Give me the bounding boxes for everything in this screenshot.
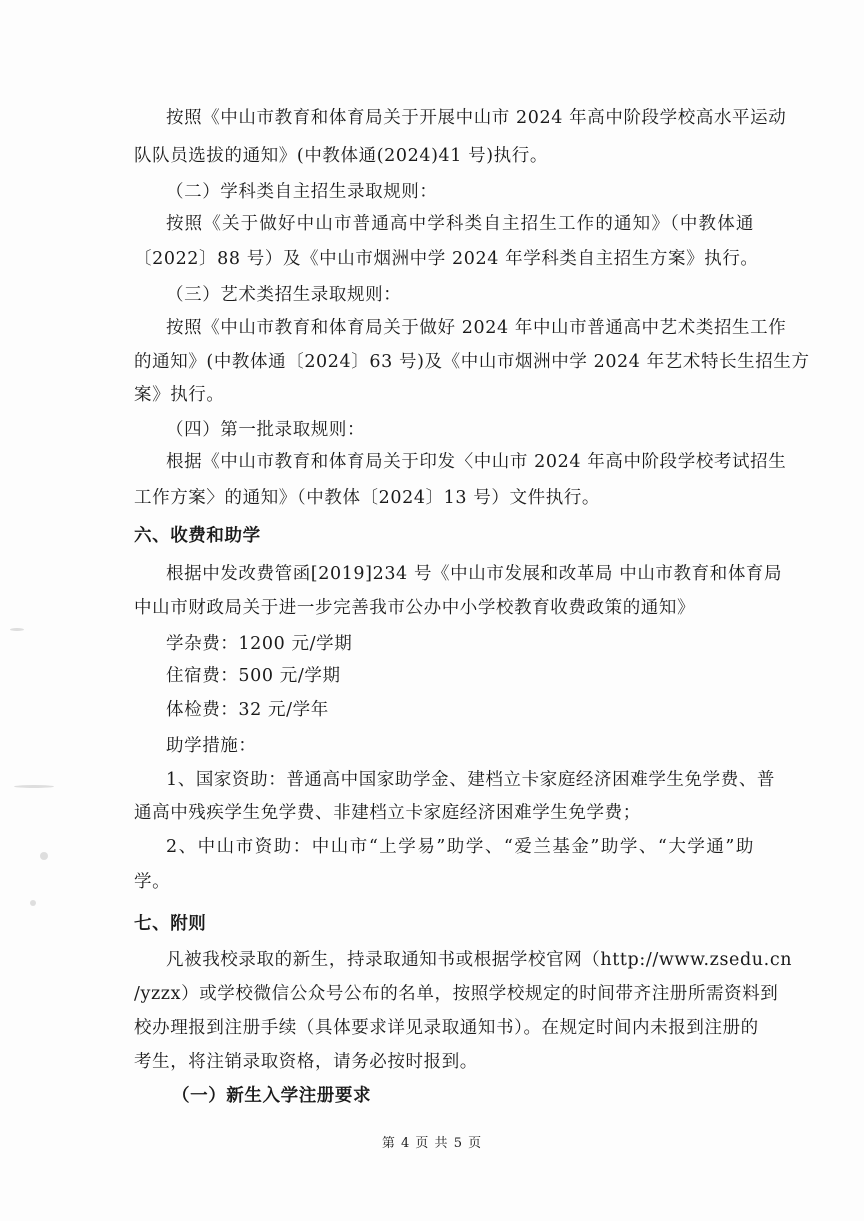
- section-heading: 六、收费和助学: [134, 526, 261, 546]
- para-line: 按照《中山市教育和体育局关于做好 2024 年中山市普通高中艺术类招生工作: [166, 318, 787, 338]
- para-line: 2、中山市资助：中山市“上学易”助学、“爱兰基金”助学、“大学通”助: [166, 837, 754, 857]
- para-line: 考生，将注销录取资格，请务必按时报到。: [134, 1052, 478, 1072]
- para-line: 1、国家资助：普通高中国家助学金、建档立卡家庭经济困难学生免学费、普: [166, 770, 776, 790]
- para-line: 的通知》(中教体通〔2024〕63 号)及《中山市烟洲中学 2024 年艺术特长生招生方: [134, 352, 810, 372]
- fee-line: 学杂费：1200 元/学期: [166, 634, 353, 654]
- para-line: 按照《关于做好中山市普通高中学科类自主招生工作的通知》（中教体通: [166, 214, 754, 234]
- page-footer: 第 4 页 共 5 页: [381, 1136, 483, 1151]
- para-line: 学。: [134, 872, 171, 892]
- fee-line: 住宿费：500 元/学期: [166, 666, 341, 686]
- scan-speck: [40, 852, 48, 860]
- para-line: 根据中发改费管函[2019]234 号《中山市发展和改革局 中山市教育和体育局: [166, 564, 783, 584]
- para-line: 按照《中山市教育和体育局关于开展中山市 2024 年高中阶段学校高水平运动: [166, 108, 787, 128]
- section-heading: 七、附则: [134, 914, 207, 934]
- fee-line: 体检费：32 元/学年: [166, 700, 329, 720]
- para-line: 通高中残疾学生免学费、非建档立卡家庭经济困难学生免学费；: [134, 803, 641, 823]
- para-line: 根据《中山市教育和体育局关于印发〈中山市 2024 年高中阶段学校考试招生: [166, 452, 787, 472]
- sub-heading: （三）艺术类招生录取规则：: [166, 285, 402, 305]
- sub-heading: （四）第一批录取规则：: [166, 420, 366, 440]
- para-line: 凡被我校录取的新生，持录取通知书或根据学校官网（http://www.zsedu.cn: [166, 950, 793, 970]
- para-line: 助学措施：: [166, 736, 257, 756]
- sub-heading: （一）新生入学注册要求: [172, 1086, 372, 1106]
- para-line: /yzzx）或学校微信公众号公布的名单，按照学校规定的时间带齐注册所需资料到: [134, 984, 779, 1004]
- para-line: 队队员选拔的通知》(中教体通(2024)41 号)执行。: [134, 146, 548, 166]
- scan-speck: [30, 900, 36, 906]
- para-line: 工作方案〉的通知》（中教体〔2024〕13 号）文件执行。: [134, 488, 601, 508]
- scan-speck: [14, 785, 54, 788]
- sub-heading: （二）学科类自主招生录取规则：: [166, 182, 438, 202]
- para-line: 中山市财政局关于进一步完善我市公办中小学校教育收费政策的通知》: [134, 598, 696, 618]
- para-line: 〔2022〕88 号）及《中山市烟洲中学 2024 年学科类自主招生方案》执行。: [134, 249, 759, 269]
- para-line: 校办理报到注册手续（具体要求详见录取通知书）。在规定时间内未报到注册的: [134, 1018, 759, 1038]
- scan-speck: [10, 628, 24, 631]
- para-line: 案》执行。: [134, 385, 225, 405]
